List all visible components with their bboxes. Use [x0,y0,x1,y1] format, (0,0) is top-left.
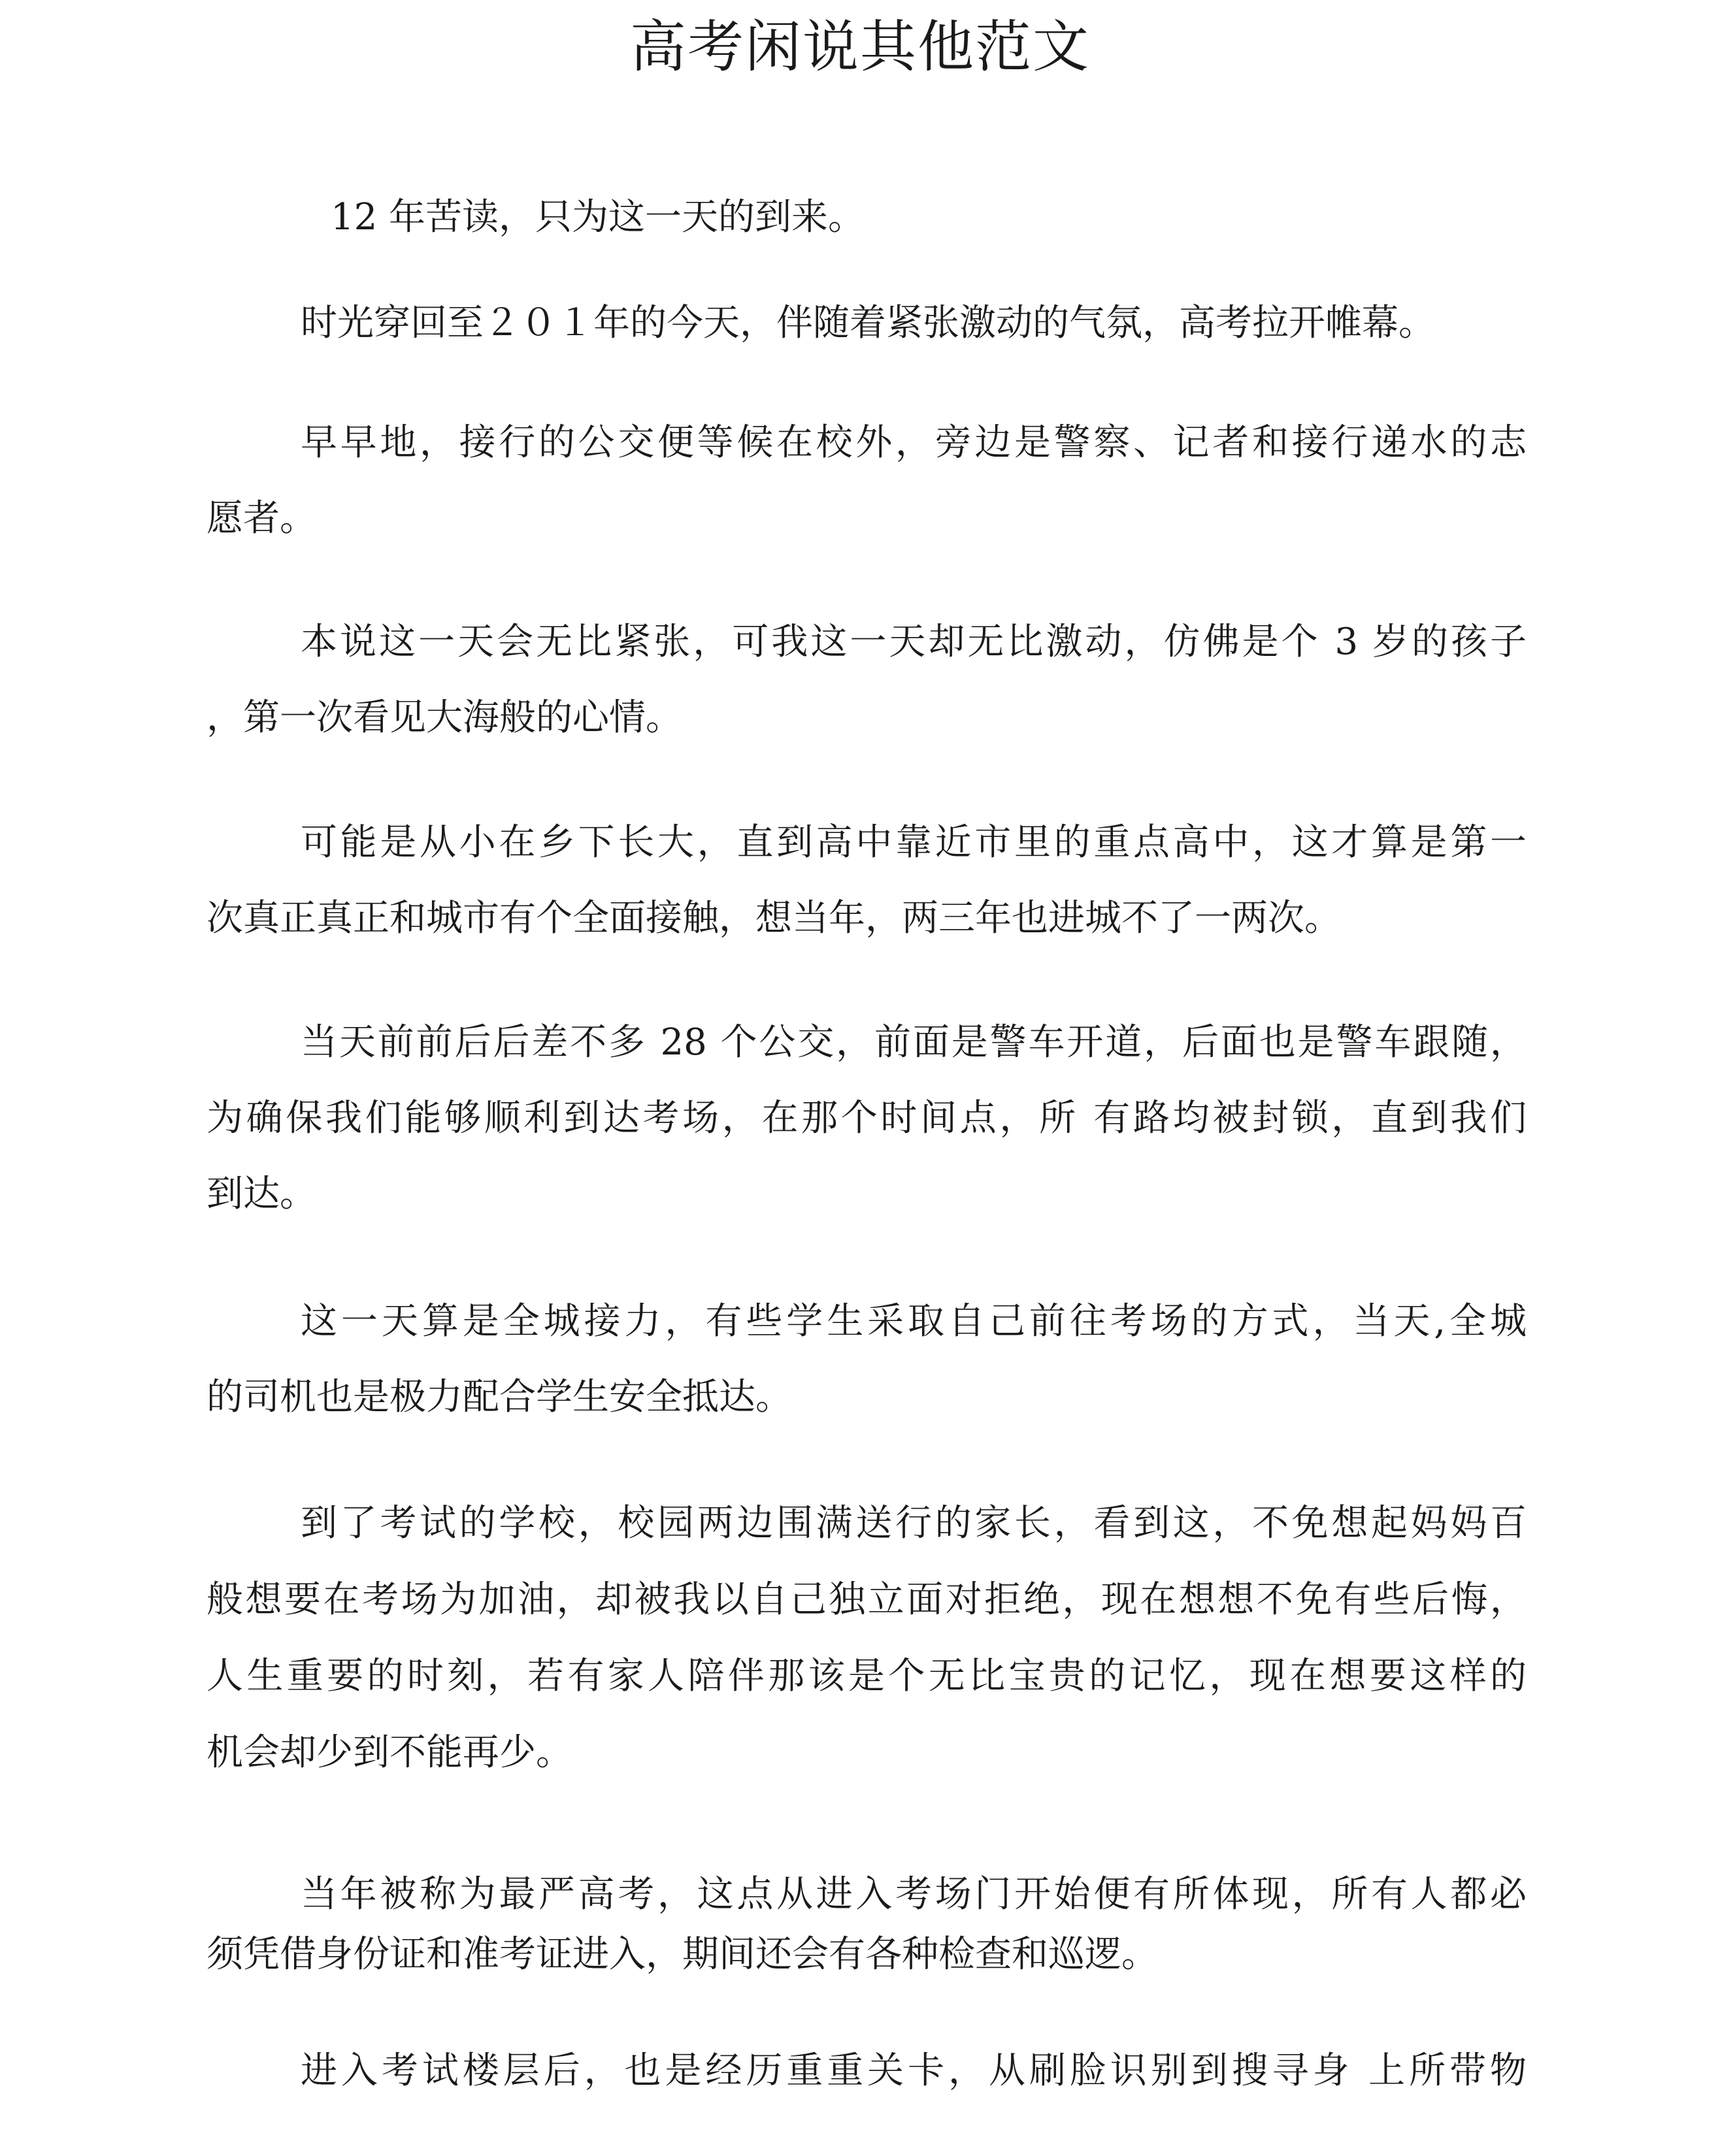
paragraph-9 [207,1865,1527,1985]
paragraph-10 [207,2035,1527,2107]
paragraph-4 [207,604,1527,756]
paragraph-line: 次真正真正和城市有个全面接触，想当年，两三年也进城不了一两次。 [207,897,1341,939]
paragraph-line: 可能是从小在乡下长大，直到高中靠近市里的重点高中，这才算是第一 [301,821,1527,864]
paragraph-2 [207,287,1527,359]
paragraph-line: 人生重要的时刻，若有家人陪伴那该是个无比宝贵的记忆，现在想要这样的 [207,1655,1527,1697]
paragraph-6 [207,1005,1527,1232]
paragraph-line: 的司机也是极力配合学生安全抵达。 [207,1376,792,1418]
paragraph-line: 机会却少到不能再少。 [207,1731,572,1774]
paragraph-line: 进入考试楼层后，也是经历重重关卡，从刷脸识别到搜寻身 上所带物 [301,2050,1527,2092]
paragraph-line: 本说这一天会无比紧张，可我这一天却无比激动，仿佛是个 3 岁的孩子 [301,621,1527,663]
paragraph-line: 这一天算是全城接力，有些学生采取自己前往考场的方式，当天,全城 [301,1300,1527,1343]
paragraph-line: 须凭借身份证和准考证进入，期间还会有各种检查和巡逻。 [207,1933,1158,1976]
paragraph-8 [207,1485,1527,1791]
paragraph-line: 到了考试的学校，校园两边围满送行的家长，看到这，不免想起妈妈百 [301,1502,1527,1544]
paragraph-line: 早早地，接行的公交便等候在校外，旁边是警察、记者和接行递水的志 [301,421,1527,464]
paragraph-line: ，第一次看见大海般的心情。 [207,696,682,739]
paragraph-line: 为确保我们能够顺利到达考场，在那个时间点，所 有路均被封锁，直到我们 [207,1097,1527,1139]
paragraph-line: 12 年苦读，只为这一天的到来。 [331,196,865,238]
paragraph-5 [207,805,1527,956]
paragraph-line: 般想要在考场为加油，却被我以自己独立面对拒绝，现在想想不免有些后悔， [207,1578,1527,1621]
paragraph-line: 时光穿回至２０１年的今天，伴随着紧张激动的气氛，高考拉开帷幕。 [301,302,1435,344]
paragraph-line: 愿者。 [207,497,316,540]
document-title: 高考闲说其他范文 [630,14,1090,80]
paragraph-3 [207,405,1527,557]
paragraph-line: 当年被称为最严高考，这点从进入考场门开始便有所体现，所有人都必 [301,1873,1527,1916]
paragraph-line: 到达。 [207,1173,316,1215]
paragraph-7 [207,1284,1527,1435]
paragraph-line: 当天前前后后差不多 28 个公交，前面是警车开道，后面也是警车跟随， [301,1021,1527,1064]
paragraph-1 [207,182,1527,253]
